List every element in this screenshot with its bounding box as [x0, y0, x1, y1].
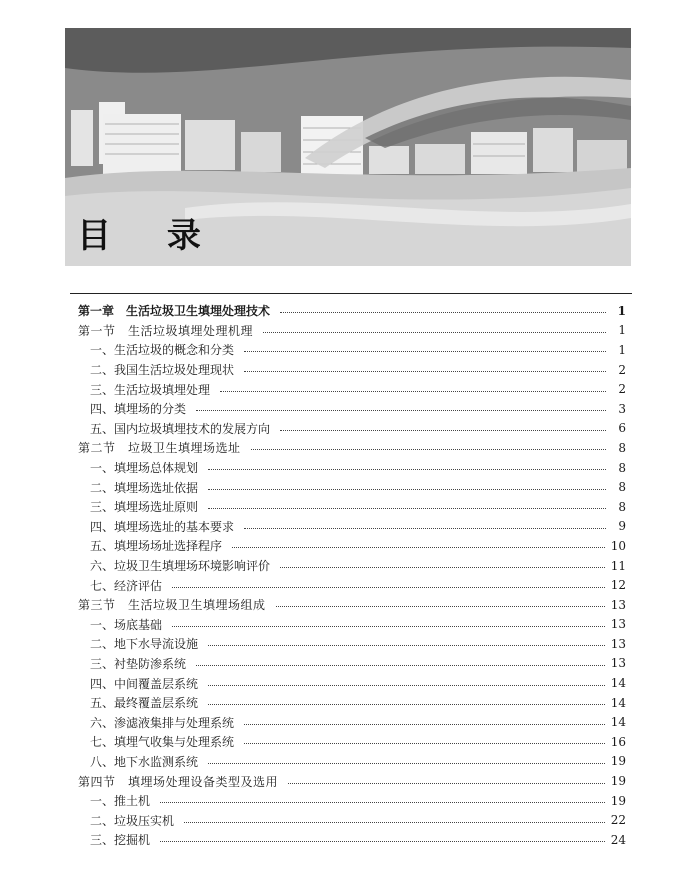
toc-page-number: 8	[618, 499, 626, 514]
toc-item[interactable]	[78, 732, 626, 752]
toc-label: 四、填埋场选址的基本要求	[90, 519, 235, 534]
dot-leader	[184, 822, 605, 823]
toc-item[interactable]	[78, 810, 626, 830]
dot-leader	[244, 724, 605, 725]
toc-page-number: 8	[618, 440, 626, 455]
toc-item[interactable]	[78, 536, 626, 556]
toc-item[interactable]	[78, 458, 626, 478]
toc-item[interactable]	[78, 399, 626, 419]
dot-leader	[172, 587, 605, 588]
toc-label: 一、场底基础	[90, 617, 163, 632]
dot-leader	[244, 351, 606, 352]
toc-label: 第一节 生活垃圾填埋处理机理	[78, 323, 254, 338]
toc-page-number: 1	[618, 342, 626, 357]
toc-page-number: 8	[618, 460, 626, 475]
dot-leader	[208, 508, 606, 509]
toc-label: 六、垃圾卫生填埋场环境影响评价	[90, 559, 271, 574]
dot-leader	[160, 841, 605, 842]
toc-item[interactable]	[78, 517, 626, 537]
toc-label: 八、地下水监测系统	[90, 754, 199, 769]
toc-page-number: 19	[610, 793, 626, 808]
toc-section[interactable]	[78, 438, 626, 458]
dot-leader	[280, 312, 606, 313]
dot-leader	[232, 547, 605, 548]
toc-label: 二、地下水导流设施	[90, 637, 199, 652]
toc-item[interactable]	[78, 497, 626, 517]
toc-label: 三、填埋场选址原则	[90, 500, 199, 515]
toc-item[interactable]	[78, 693, 626, 713]
table-of-contents	[78, 301, 626, 850]
dot-leader	[208, 763, 605, 764]
toc-page-number: 13	[610, 597, 626, 612]
toc-page-number: 22	[610, 813, 626, 828]
toc-page-number: 11	[610, 558, 626, 573]
toc-label: 二、我国生活垃圾处理现状	[90, 363, 235, 378]
toc-page-number: 19	[610, 774, 626, 789]
dot-leader	[208, 704, 605, 705]
toc-label: 三、衬垫防渗系统	[90, 656, 187, 671]
toc-label: 六、渗滤液集排与处理系统	[90, 715, 235, 730]
toc-page-number: 13	[610, 617, 626, 632]
dot-leader	[172, 626, 605, 627]
toc-page-number: 14	[610, 695, 626, 710]
toc-item[interactable]	[78, 830, 626, 850]
toc-label: 第四节 填埋场处理设备类型及选用	[78, 774, 279, 789]
toc-item[interactable]	[78, 615, 626, 635]
page-title: 目 录	[77, 216, 223, 256]
toc-item[interactable]	[78, 791, 626, 811]
toc-label: 一、填埋场总体规划	[90, 461, 199, 476]
divider	[70, 293, 632, 294]
toc-page-number: 1	[617, 303, 626, 318]
toc-label: 二、填埋场选址依据	[90, 480, 199, 495]
toc-page-number: 6	[618, 421, 626, 436]
toc-item[interactable]	[78, 575, 626, 595]
toc-item[interactable]	[78, 477, 626, 497]
toc-item[interactable]	[78, 340, 626, 360]
toc-page-number: 8	[618, 480, 626, 495]
dot-leader	[251, 449, 606, 450]
dot-leader	[276, 606, 605, 607]
toc-label: 五、国内垃圾填埋技术的发展方向	[90, 421, 271, 436]
toc-page-number: 14	[610, 676, 626, 691]
toc-label: 第三节 生活垃圾卫生填埋场组成	[78, 598, 266, 613]
toc-section[interactable]	[78, 321, 626, 341]
toc-label: 二、垃圾压实机	[90, 813, 175, 828]
toc-page-number: 2	[618, 382, 626, 397]
dot-leader	[208, 645, 605, 646]
toc-label: 一、推土机	[90, 794, 151, 809]
toc-label: 三、挖掘机	[90, 833, 151, 848]
toc-label: 七、经济评估	[90, 578, 163, 593]
toc-label: 一、生活垃圾的概念和分类	[90, 343, 235, 358]
dot-leader	[244, 743, 605, 744]
toc-page-number: 16	[610, 734, 626, 749]
toc-label: 五、填埋场场址选择程序	[90, 539, 223, 554]
dot-leader	[244, 528, 606, 529]
dot-leader	[208, 469, 606, 470]
dot-leader	[160, 802, 605, 803]
toc-section[interactable]	[78, 595, 626, 615]
toc-section[interactable]	[78, 771, 626, 791]
dot-leader	[220, 391, 606, 392]
dot-leader	[244, 371, 606, 372]
dot-leader	[280, 567, 605, 568]
toc-item[interactable]	[78, 654, 626, 674]
toc-item[interactable]	[78, 712, 626, 732]
toc-page-number: 3	[618, 401, 626, 416]
toc-page-number: 1	[618, 323, 626, 338]
dot-leader	[208, 685, 605, 686]
toc-page-number: 2	[618, 362, 626, 377]
dot-leader	[196, 665, 605, 666]
dot-leader	[196, 410, 606, 411]
toc-label: 四、中间覆盖层系统	[90, 676, 199, 691]
toc-label: 第二节 垃圾卫生填埋场选址	[78, 441, 241, 456]
dot-leader	[288, 783, 605, 784]
toc-item[interactable]	[78, 419, 626, 439]
toc-page-number: 12	[610, 578, 626, 593]
header-banner	[65, 28, 631, 266]
toc-chapter[interactable]	[78, 301, 626, 321]
toc-page-number: 24	[610, 832, 626, 847]
toc-label: 第一章 生活垃圾卫生填埋处理技术	[78, 304, 271, 319]
toc-page-number: 19	[610, 754, 626, 769]
toc-label: 四、填埋场的分类	[90, 402, 187, 417]
dot-leader	[208, 489, 606, 490]
dot-leader	[263, 332, 606, 333]
toc-item[interactable]	[78, 360, 626, 380]
toc-label: 七、填埋气收集与处理系统	[90, 735, 235, 750]
toc-page-number: 9	[618, 519, 626, 534]
toc-page-number: 10	[610, 538, 626, 553]
toc-item[interactable]	[78, 556, 626, 576]
toc-item[interactable]	[78, 752, 626, 772]
toc-label: 三、生活垃圾填埋处理	[90, 382, 211, 397]
toc-page-number: 13	[610, 636, 626, 651]
dot-leader	[280, 430, 606, 431]
toc-label: 五、最终覆盖层系统	[90, 696, 199, 711]
toc-item[interactable]	[78, 379, 626, 399]
toc-page-number: 13	[610, 656, 626, 671]
toc-item[interactable]	[78, 634, 626, 654]
toc-page-number: 14	[610, 715, 626, 730]
toc-item[interactable]	[78, 673, 626, 693]
